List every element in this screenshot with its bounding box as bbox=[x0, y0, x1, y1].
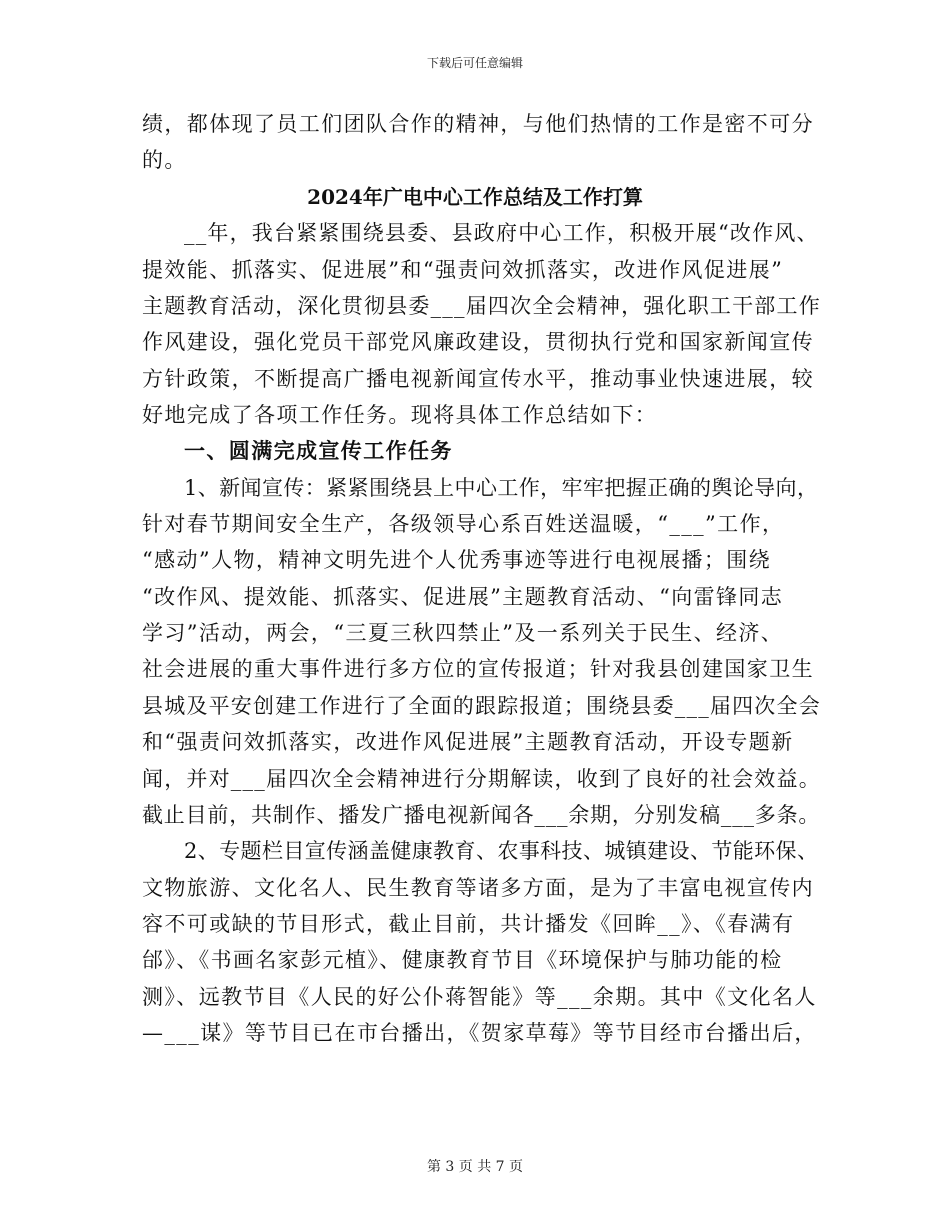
body-line: 作风建设，强化党员干部党风廉政建设，贯彻执行党和国家新闻宣传 bbox=[142, 330, 814, 354]
body-line: 的。 bbox=[142, 148, 187, 172]
body-line: 针对春节期间安全生产，各级领导心系百姓送温暖，“___”工作， bbox=[142, 512, 785, 536]
section-heading: 一、圆满完成宣传工作任务 bbox=[184, 438, 453, 463]
body-line: 方针政策，不断提高广播电视新闻宣传水平，推动事业快速进展，较 bbox=[142, 367, 814, 391]
body-line: 截止目前，共制作、播发广播电视新闻各___余期，分别发稿___多条。 bbox=[142, 803, 821, 827]
body-line: —___谋》等节目已在市台播出，《贺家草莓》等节目经市台播出后， bbox=[142, 1021, 817, 1045]
page-footer: 第 3 页 共 7 页 bbox=[426, 1159, 524, 1175]
body-line: __年，我台紧紧围绕县委、县政府中心工作，积极开展“改作风、 bbox=[184, 221, 819, 245]
body-line: 测》、远教节目《人民的好公仆蒋智能》等___余期。其中《文化名人 bbox=[142, 985, 817, 1009]
body-line: 闻，并对___届四次全会精神进行分期解读，收到了良好的社会效益。 bbox=[142, 767, 821, 791]
body-line: “感动”人物，精神文明先进个人优秀事迹等进行电视展播；围绕 bbox=[142, 548, 772, 572]
body-line: 主题教育活动，深化贯彻县委___届四次全会精神，强化职工干部工作 bbox=[142, 294, 821, 318]
body-line: 文物旅游、文化名人、民生教育等诸多方面，是为了丰富电视宣传内 bbox=[142, 876, 814, 900]
body-line: 容不可或缺的节目形式，截止目前，共计播发《回眸__》、《春满有 bbox=[142, 912, 795, 936]
body-line: 和“强责问效抓落实，改进作风促进展”主题教育活动，开设专题新 bbox=[142, 730, 794, 754]
body-line: 县城及平安创建工作进行了全面的跟踪报道；围绕县委___届四次全会 bbox=[142, 694, 821, 718]
body-line: 学习”活动，两会，“三夏三秋四禁止”及一系列关于民生、经济、 bbox=[142, 621, 784, 645]
body-line: 2、专题栏目宣传涵盖健康教育、农事科技、城镇建设、节能环保、 bbox=[184, 839, 819, 863]
page-header: 下载后可任意编辑 bbox=[426, 56, 523, 70]
body-line: 提效能、抓落实、促进展”和“强责问效抓落实，改进作风促进展” bbox=[142, 258, 784, 282]
body-line: 邰》、《书画名家彭元植》、健康教育节目《环境保护与肺功能的检 bbox=[142, 948, 783, 972]
body-line: 绩，都体现了员工们团队合作的精神，与他们热情的工作是密不可分 bbox=[142, 112, 814, 136]
body-line: 好地完成了各项工作任务。现将具体工作总结如下： bbox=[142, 403, 658, 427]
body-line: 社会进展的重大事件进行多方位的宣传报道；针对我县创建国家卫生 bbox=[142, 657, 814, 681]
body-line: “改作风、提效能、抓落实、促进展”主题教育活动、“向雷锋同志 bbox=[142, 585, 784, 609]
document-title: 2024年广电中心工作总结及工作打算 bbox=[307, 185, 643, 209]
body-line: 1、新闻宣传：紧紧围绕县上中心工作，牢牢把握正确的舆论导向， bbox=[184, 476, 819, 500]
